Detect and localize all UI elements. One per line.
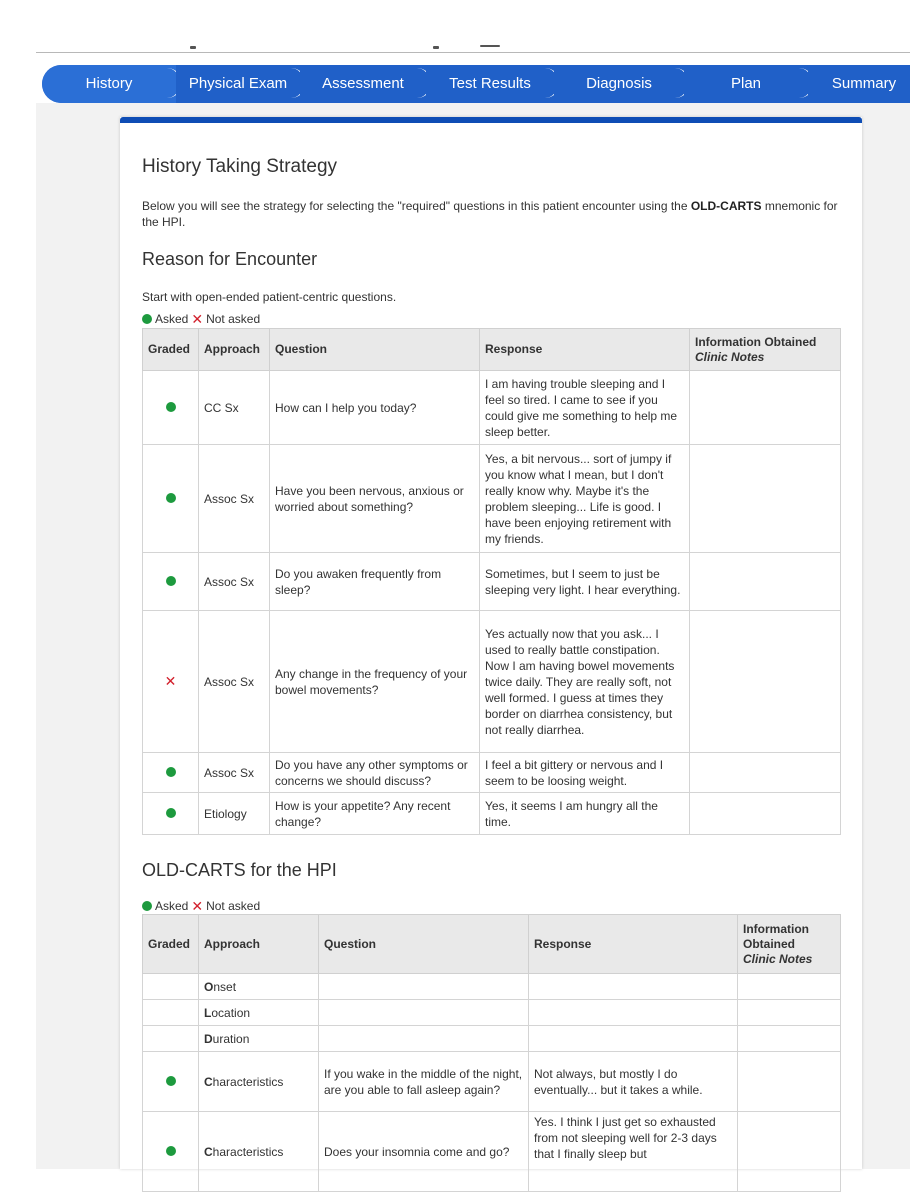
approach-cell — [199, 1000, 319, 1026]
legend-not-asked: Not asked — [206, 312, 261, 326]
graded-cell — [143, 1000, 199, 1026]
not-asked-x-icon: ✕ — [191, 311, 204, 327]
asked-dot-icon — [166, 402, 176, 412]
asked-dot-icon — [142, 901, 152, 911]
tab-assessment[interactable] — [300, 65, 426, 103]
mnemonic-letter: C — [204, 1074, 213, 1089]
col-info-line2: Clinic Notes — [695, 349, 765, 364]
info-cell — [738, 1052, 841, 1112]
tab-label: Assessment — [322, 75, 404, 92]
col-approach: Approach — [199, 329, 270, 371]
table-row — [143, 793, 841, 835]
info-cell — [738, 1000, 841, 1026]
approach-rest: uration — [212, 1031, 250, 1046]
panel-accent-bar — [120, 117, 862, 123]
tab-bar — [42, 65, 910, 103]
mnemonic-letter: D — [204, 1031, 213, 1046]
table-row — [143, 974, 841, 1000]
asked-dot-icon — [166, 808, 176, 818]
approach-rest: haracteristics — [212, 1144, 284, 1159]
col-response: Response — [480, 329, 690, 371]
tab-label: Test Results — [449, 75, 531, 92]
graded-cell — [143, 445, 199, 553]
col-question: Question — [270, 329, 480, 371]
tab-label: History — [85, 75, 133, 92]
asked-dot-icon — [166, 767, 176, 777]
approach-cell — [199, 1112, 319, 1192]
intro-suffix: mnemonic for the HPI. — [142, 199, 838, 229]
approach-cell: Assoc Sx — [199, 753, 270, 793]
graded-cell — [143, 753, 199, 793]
page-title: History Taking Strategy — [142, 156, 338, 177]
approach-rest: haracteristics — [212, 1074, 284, 1089]
graded-cell — [143, 1052, 199, 1112]
col-approach: Approach — [199, 915, 319, 974]
approach-cell: Assoc Sx — [199, 445, 270, 553]
question-cell — [319, 1026, 529, 1052]
info-cell — [690, 445, 841, 553]
not-asked-x-icon: ✕ — [191, 898, 204, 914]
response-cell: Not always, but mostly I do eventually... but it takes a while. — [529, 1052, 738, 1112]
tab-label: Physical Exam — [188, 75, 288, 92]
legend-not-asked: Not asked — [206, 899, 261, 913]
tab-label: Plan — [730, 75, 762, 92]
table-row — [143, 1112, 841, 1192]
response-cell: I am having trouble sleeping and I feel so tired. I came to see if you could give me something to help me sleep better. — [480, 371, 690, 445]
response-cell: Yes, it seems I am hungry all the time. — [480, 793, 690, 835]
response-cell — [529, 1000, 738, 1026]
info-cell — [690, 793, 841, 835]
tab-history[interactable] — [42, 65, 176, 103]
asked-dot-icon — [166, 1146, 176, 1156]
table-row — [143, 753, 841, 793]
cropped-fragment — [480, 45, 500, 47]
approach-cell — [199, 1026, 319, 1052]
question-cell: Does your insomnia come and go? — [319, 1112, 529, 1192]
oldcarts-section-title: OLD-CARTS for the HPI — [142, 860, 337, 880]
graded-cell — [143, 611, 199, 753]
col-response: Response — [529, 915, 738, 974]
approach-cell: Assoc Sx — [199, 611, 270, 753]
approach-cell: CC Sx — [199, 371, 270, 445]
info-cell — [690, 371, 841, 445]
question-cell: Do you have any other symptoms or concerns we should discuss? — [270, 753, 480, 793]
question-cell: If you wake in the middle of the night, are you able to fall asleep again? — [319, 1052, 529, 1112]
reason-legend — [142, 312, 260, 326]
asked-dot-icon — [166, 493, 176, 503]
question-cell: How is your appetite? Any recent change? — [270, 793, 480, 835]
question-cell: How can I help you today? — [270, 371, 480, 445]
table-header-row — [143, 329, 841, 371]
col-info-line1: Information — [743, 921, 809, 936]
table-header-row — [143, 915, 841, 974]
table-row — [143, 445, 841, 553]
table-row — [143, 1052, 841, 1112]
intro-mnemonic: OLD-CARTS — [690, 199, 762, 213]
graded-cell — [143, 1112, 199, 1192]
table-row — [143, 1000, 841, 1026]
col-info — [690, 329, 841, 371]
graded-cell — [143, 1026, 199, 1052]
tab-plan[interactable] — [684, 65, 808, 103]
mnemonic-letter: O — [204, 979, 214, 994]
tab-test-results[interactable] — [426, 65, 554, 103]
reason-subtitle: Start with open-ended patient-centric questions. — [142, 290, 397, 304]
graded-cell — [143, 553, 199, 611]
question-cell — [319, 974, 529, 1000]
intro-prefix: Below you will see the strategy for selecting the "required" questions in this patient encounter using the — [142, 199, 691, 213]
info-cell — [690, 611, 841, 753]
mnemonic-letter: C — [204, 1144, 213, 1159]
approach-cell — [199, 1052, 319, 1112]
approach-cell — [199, 974, 319, 1000]
col-question: Question — [319, 915, 529, 974]
asked-dot-icon — [166, 576, 176, 586]
asked-dot-icon — [142, 314, 152, 324]
table-row — [143, 1026, 841, 1052]
question-cell: Have you been nervous, anxious or worried about something? — [270, 445, 480, 553]
info-cell — [738, 974, 841, 1000]
response-cell: Yes, a bit nervous... sort of jumpy if you know what I mean, but I don't really know why. Maybe it's the problem sleeping... Life is good. I have been enjoying retirement with my friends. — [480, 445, 690, 553]
info-cell — [690, 753, 841, 793]
response-cell — [529, 974, 738, 1000]
question-cell: Do you awaken frequently from sleep? — [270, 553, 480, 611]
oldcarts-legend — [142, 899, 260, 913]
approach-cell: Etiology — [199, 793, 270, 835]
table-row — [143, 611, 841, 753]
col-graded: Graded — [143, 915, 199, 974]
approach-rest: nset — [213, 979, 237, 994]
reason-table — [142, 328, 841, 835]
question-cell — [319, 1000, 529, 1026]
approach-cell: Assoc Sx — [199, 553, 270, 611]
response-cell: I feel a bit gittery or nervous and I seem to be loosing weight. — [480, 753, 690, 793]
response-cell: Yes actually now that you ask... I used to really battle constipation. Now I am having bowel movements twice daily. They are really soft, not well formed. I guess at times they border on diarrhea consistency, but not really diarrhea. — [480, 611, 690, 753]
question-cell: Any change in the frequency of your bowel movements? — [270, 611, 480, 753]
mnemonic-letter: L — [204, 1005, 212, 1020]
info-cell — [738, 1112, 841, 1192]
info-cell — [690, 553, 841, 611]
approach-rest: ocation — [211, 1005, 251, 1020]
response-cell — [529, 1026, 738, 1052]
cropped-fragment — [433, 46, 439, 49]
response-cell: Sometimes, but I seem to just be sleeping very light. I hear everything. — [480, 553, 690, 611]
tab-physical-exam[interactable] — [176, 65, 300, 103]
intro-text — [142, 198, 842, 230]
graded-cell — [143, 793, 199, 835]
top-divider — [36, 52, 910, 53]
not-asked-x-icon: ✕ — [164, 672, 177, 689]
tab-label: Diagnosis — [586, 75, 652, 92]
col-info-line2: Obtained — [743, 936, 796, 951]
asked-dot-icon — [166, 1076, 176, 1086]
graded-cell — [143, 371, 199, 445]
response-cell: Yes. I think I just get so exhausted from not sleeping well for 2-3 days that I finally sleep but — [529, 1112, 738, 1192]
col-info-line3: Clinic Notes — [743, 951, 813, 966]
reason-section-title: Reason for Encounter — [142, 249, 318, 269]
cropped-fragment — [190, 46, 196, 49]
info-cell — [738, 1026, 841, 1052]
col-info-line1: Information Obtained — [695, 334, 817, 349]
graded-cell — [143, 974, 199, 1000]
tab-summary[interactable] — [808, 65, 910, 103]
table-row — [143, 371, 841, 445]
tab-label: Summary — [831, 75, 897, 92]
col-graded: Graded — [143, 329, 199, 371]
legend-asked: Asked — [155, 899, 189, 913]
table-row — [143, 553, 841, 611]
col-info — [738, 915, 841, 974]
tab-diagnosis[interactable] — [554, 65, 684, 103]
oldcarts-table — [142, 914, 841, 1192]
legend-asked: Asked — [155, 312, 189, 326]
